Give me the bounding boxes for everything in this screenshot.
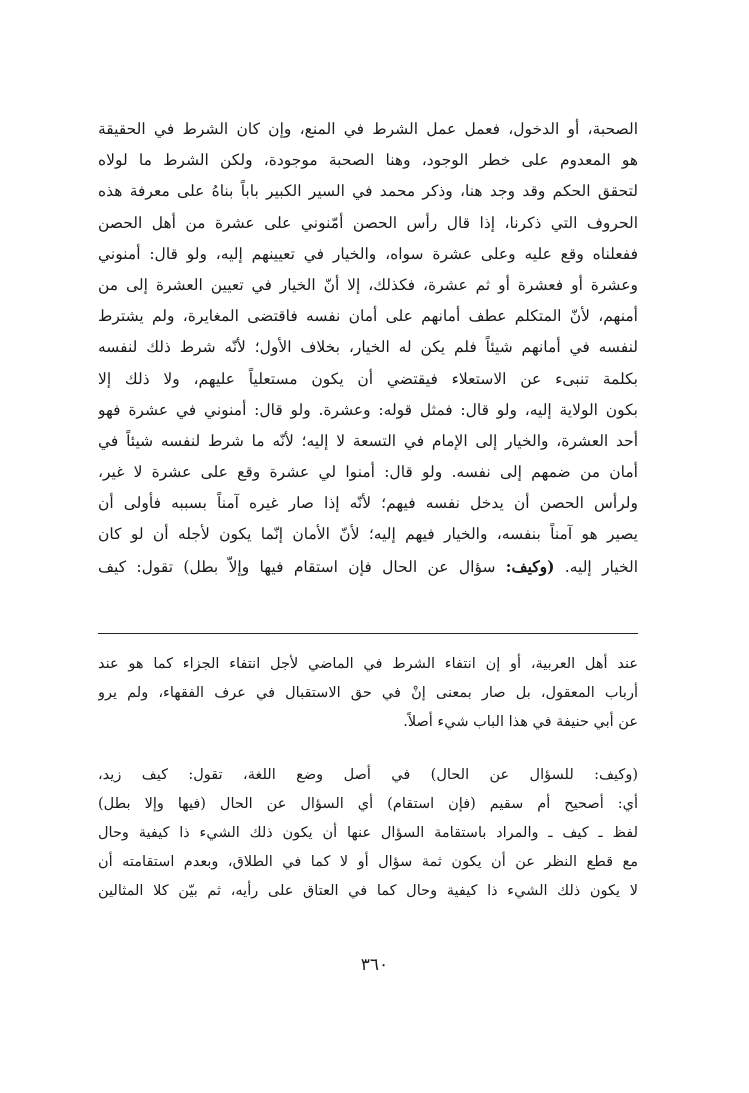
main-text-last-line (98, 551, 638, 582)
footnote-line: (وكيف: للسؤال عن الحال) في أصل وضع اللغة، تقول: كيف زيد، (98, 767, 638, 783)
footnote-block-first (98, 650, 638, 737)
main-text-line: لتحقق الحكم وقد وجد هنا، وذكر محمد في السير الكبير باباً بناهُ على معرفة هذه (98, 182, 638, 201)
footnote-line: عند أهل العربية، أو إن انتفاء الشرط في الماضي لأجل انتفاء الجزاء كما هو عند (98, 656, 638, 672)
footnote-line: لفظ ـ كيف ـ والمراد باستقامة السؤال عنها أن يكون ذلك الشيء ذا كيفية وحال (98, 825, 638, 841)
main-text-line: ففعلناه وقع عليه وعلى عشرة سواه، والخيار في تعيينهم إليه، ولو قال: أمنوني (98, 244, 638, 263)
main-text-line: أحد العشرة، والخيار إلى الإمام في التسعة لا إليه؛ لأنّه ما شرط لنفسه شيئاً في (98, 431, 638, 450)
main-text-line: ولرأس الحصن أن يدخل نفسه فيهم؛ لأنّه إذا صار غيره آمناً بسببه فأولى أن (98, 494, 638, 513)
footnote-line: أي: أصحيح أم سقيم (فإن استقام) أي السؤال عن الحال (فيها وإلا بطل) (98, 796, 638, 812)
last-line-end: سؤال عن الحال فإن استقام فيها وإلاّ بطل) تقول: كيف (98, 557, 496, 576)
main-text-line: هو المعدوم على خطر الوجود، وهنا الصحبة موجودة، ولكن الشرط ما لولاه (98, 151, 638, 170)
matn-bold-term: (وكيف: (505, 556, 555, 576)
main-text-body (98, 114, 638, 582)
main-text-line: لنفسه في أمانهم شيئاً فلم يكن له الخيار، بخلاف الأول؛ لأنّه شرط ذلك لنفسه (98, 338, 638, 357)
main-text-line: أمان من ضمهم إلى نفسه. ولو قال: أمنوا لي عشرة وقع على عشرة لا غير، (98, 463, 638, 482)
footnote-line: أرباب المعقول، بل صار بمعنى إنْ في حق الاستقبال في عرف الفقهاء، ولم يرو (98, 685, 638, 701)
footnote-line: مع قطع النظر عن أن يكون ثمة سؤال أو لا كما في الطلاق، وبعدم استقامته أن (98, 854, 638, 870)
main-text-line: بكون الولاية إليه، ولو قال: فمثل قوله: وعشرة. ولو قال: أمنوني في عشرة فهو (98, 400, 638, 419)
main-text-line: أمنهم، لأنّ المتكلم عطف أمانهم على أمان نفسه فاقتضى المغايرة، ولم يشترط (98, 307, 638, 326)
footnote-divider (98, 633, 638, 634)
footnote-line: لا يكون ذلك الشيء ذا كيفية وحال كما في العتاق على رأيه، ثم بيّن كلا المثالين (98, 883, 638, 899)
footnote-line: عن أبي حنيفة في هذا الباب شيء أصلاً. (403, 714, 638, 730)
main-text-line: بكلمة تنبىء عن الاستعلاء فيقتضي أن يكون مستعلياً عليهم، ولا ذلك إلا (98, 369, 638, 388)
footnote-block-second (98, 761, 638, 906)
main-text-line: الحروف التي ذكرنا، إذا قال رأس الحصن أمّنوني على عشرة من أهل الحصن (98, 213, 638, 232)
main-text-line: يصير هو آمناً بنفسه، والخيار فيهم إليه؛ لأنّ الأمان إنّما يكون لأجله أن لو كان (98, 525, 638, 544)
main-text-line: وعشرة أو فعشرة أو ثم عشرة، فكذلك، إلا أنّ الخيار في تعيين العشرة إلى من (98, 275, 638, 294)
last-line-start: الخيار إليه. (564, 557, 638, 576)
main-text-line: الصحبة، أو الدخول، فعمل عمل الشرط في المنع، وإن كان الشرط في الحقيقة (98, 120, 638, 138)
page-number: ٣٦٠ (360, 955, 389, 975)
